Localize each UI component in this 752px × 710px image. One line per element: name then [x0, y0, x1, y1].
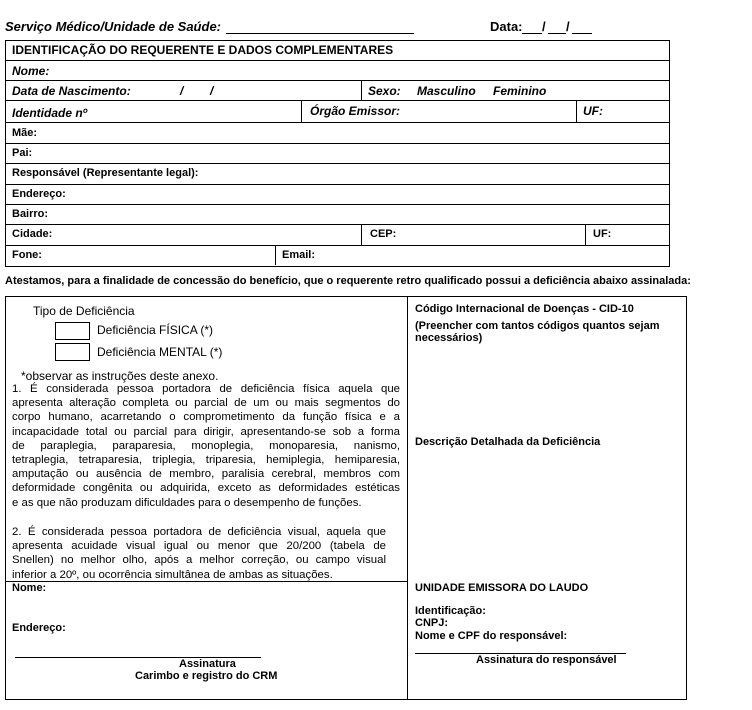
definition-line: 1. É considerada pessoa portadora de deficiência física aquela que [12, 383, 400, 395]
city-label: Cidade: [12, 228, 53, 240]
definition-line: amputação ou ausência de membro, paralisia cerebral, membros com [12, 468, 400, 481]
district-label: Bairro: [12, 208, 49, 220]
definition-line: deformidade congênita ou adquirida, exceto as deformidades estéticas [12, 482, 400, 495]
guardian-label: Responsável (Representante legal): [12, 167, 199, 179]
unit-identification-label: Identificação: [415, 605, 486, 617]
mental-option-label: Deficiência MENTAL (*) [97, 345, 223, 359]
definition-line: apresenta acuidade visual igual ou menor que 20/200 (tabela de [12, 540, 386, 553]
email-label: Email: [282, 249, 316, 261]
definition-line: Snellen) no melhor olho, após a melhor correção, ou campo visual [12, 554, 386, 567]
birth-date-separator: / [180, 84, 184, 98]
definition-line: inferior a 20º, ou ocorrência simultânea de ambas as situações. [12, 568, 333, 581]
date-month-line[interactable] [548, 33, 566, 34]
physical-option-label: Deficiência FÍSICA (*) [97, 323, 214, 337]
date-label: Data: [490, 19, 523, 34]
issuer-label: Órgão Emissor: [310, 104, 401, 118]
definition-line: corpo humano, acarretando o comprometimento da função física e a [12, 411, 400, 424]
date-separator: / [542, 19, 546, 34]
service-label: Serviço Médico/Unidade de Saúde: [5, 19, 221, 34]
sex-label: Sexo: [368, 84, 401, 98]
definition-line: e as que não produzam dificuldades para o desempenho de funções. [12, 496, 362, 509]
physical-definition [12, 382, 400, 510]
responsible-signature-label: Assinatura do responsável [476, 654, 617, 666]
uf-label: UF: [583, 104, 603, 118]
service-input-line[interactable] [226, 33, 414, 34]
sex-option-female[interactable]: Feminino [493, 84, 547, 98]
physical-checkbox[interactable] [55, 322, 90, 340]
cnpj-label: CNPJ: [415, 617, 449, 629]
date-separator: / [566, 19, 570, 34]
crm-stamp-label: Carimbo e registro do CRM [135, 670, 278, 682]
doctor-address-label: Endereço: [12, 622, 66, 634]
address-label: Endereço: [12, 188, 66, 200]
father-label: Pai: [12, 147, 33, 159]
identification-table [5, 40, 670, 267]
definition-line: tetraplegia, tetraparesia, triplegia, triparesia, hemiplegia, hemiparesia, [12, 454, 400, 467]
cid-note: (Preencher com tantos códigos quantos sejam necessários) [415, 320, 660, 344]
instructions-note: *observar as instruções deste anexo. [21, 369, 219, 383]
uf-label-2: UF: [593, 228, 612, 240]
mental-checkbox[interactable] [55, 343, 90, 361]
responsible-label: Nome e CPF do responsável: [415, 630, 568, 642]
visual-definition [12, 525, 386, 582]
doctor-name-label: Nome: [12, 582, 47, 594]
attestation-text: Atestamos, para a finalidade de concessão do benefício, que o requerente retro qualificado possui a deficiência abaixo assinalada: [5, 275, 691, 287]
definition-line: de paraplegia, paraparesia, monoplegia, monoparesia, nanismo, [12, 439, 400, 452]
name-label: Nome: [12, 64, 50, 78]
identification-title: IDENTIFICAÇÃO DO REQUERENTE E DADOS COMPLEMENTARES [12, 43, 394, 57]
phone-label: Fone: [12, 249, 42, 261]
cid-title: Código Internacional de Doenças - CID-10 [415, 303, 634, 315]
description-label: Descrição Detalhada da Deficiência [415, 436, 601, 448]
date-year-line[interactable] [572, 33, 592, 34]
zip-label: CEP: [370, 228, 397, 240]
issuing-unit-title: UNIDADE EMISSORA DO LAUDO [415, 582, 589, 594]
mother-label: Mãe: [12, 127, 38, 139]
date-day-line[interactable] [522, 33, 542, 34]
doctor-signature-label: Assinatura [179, 658, 236, 670]
definition-line: incapacidade total ou parcial para dirigir, apresentando-se sob a forma [12, 425, 400, 438]
deficiency-type-label: Tipo de Deficiência [33, 304, 135, 318]
birth-date-label: Data de Nascimento: [12, 84, 131, 98]
birth-date-separator: / [210, 84, 214, 98]
definition-line: apresenta alteração completa ou parcial de um ou mais segmentos do [12, 397, 400, 410]
identity-label: Identidade nº [12, 106, 88, 120]
definition-line: 2. É considerada pessoa portadora de deficiência visual, aquela que [12, 526, 386, 538]
sex-option-male[interactable]: Masculino [417, 84, 476, 98]
